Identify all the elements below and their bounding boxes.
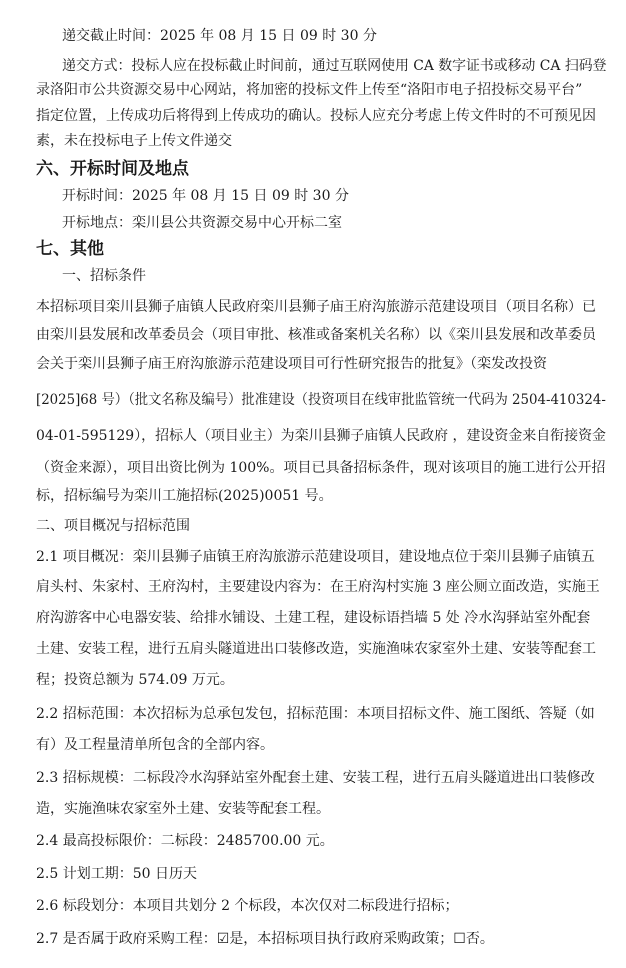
section-heading-other: 七、其他 (36, 239, 104, 259)
text-line: 土建、安装工程，进行五肩头隧道进出口装修改造，实施渔味农家室外土建、安装等配套工 (36, 641, 596, 657)
opening-place: 开标地点：栾川县公共资源交易中心开标二室 (62, 215, 342, 231)
text-line: 递交方式：投标人应在投标截止时间前，通过互联网使用 CA 数字证书或移动 CA 扫码登 (62, 58, 607, 74)
text-line: 标，招标编号为栾川工施招标(2025)0051 号。 (36, 488, 333, 504)
text-line: 2.3 招标规模：二标段冷水沟驿站室外配套土建、安装工程，进行五肩头隧道进出口装修改 (36, 770, 595, 786)
planned-duration: 2.5 计划工期：50 日历天 (36, 866, 197, 882)
text-line: [2025]68 号）（批文名称及编号）批准建设（投资项目在线审批监管统一代码为 2504-410324- (36, 392, 606, 408)
subheading-conditions: 一、招标条件 (62, 268, 146, 284)
section-heading-opening: 六、开标时间及地点 (36, 159, 189, 179)
government-procurement: 2.7 是否属于政府采购工程：☑是，本招标项目执行政府采购政策；☐否。 (36, 931, 494, 947)
text-line: 本招标项目栾川县狮子庙镇人民政府栾川县狮子庙王府沟旅游示范建设项目（项目名称）已 (36, 299, 596, 315)
text-line: 录洛阳市公共资源交易中心网站，将加密的投标文件上传至“洛阳市电子招投标交易平台” (36, 82, 583, 98)
text-line: 素，未在投标电子上传文件递交 (36, 133, 232, 149)
text-line: 造，实施渔味农家室外土建、安装等配套工程。 (36, 801, 330, 817)
text-line: 2.2 招标范围：本次招标为总承包发包，招标范围：本项目招标文件、施工图纸、答疑（如 (36, 706, 595, 722)
text-line: （资金来源），项目出资比例为 100%。项目已具备招标条件，现对该项目的施工进行公开招 (36, 460, 606, 476)
subheading-overview: 二、项目概况与招标范围 (36, 518, 190, 534)
lot-division: 2.6 标段划分：本项目共划分 2 个标段，本次仅对二标段进行招标； (36, 898, 459, 914)
text-line: 有）及工程量清单所包含的全部内容。 (36, 737, 274, 753)
opening-time: 开标时间：2025 年 08 月 15 日 09 时 30 分 (62, 188, 349, 204)
text-line: 肩头村、朱家村、王府沟村，主要建设内容为：在王府沟村实施 3 座公厕立面改造，实施王 (36, 579, 600, 595)
text-line: 指定位置，上传成功后将得到上传成功的确认。投标人应充分考虑上传文件时的不可预见因 (36, 108, 596, 124)
text-line: 04-01-595129），招标人（项目业主）为栾川县狮子庙镇人民政府 ，建设资金来自衔接资金 (36, 428, 606, 444)
text-line: 府沟游客中心电器安装、给排水铺设、土建工程，建设标语挡墙 5 处 冷水沟驿站室外配套 (36, 610, 591, 626)
submission-deadline: 递交截止时间：2025 年 08 月 15 日 09 时 30 分 (62, 28, 377, 44)
max-bid-price: 2.4 最高投标限价：二标段：2485700.00 元。 (36, 833, 334, 849)
text-line: 2.1 项目概况：栾川县狮子庙镇王府沟旅游示范建设项目，建设地点位于栾川县狮子庙镇五 (36, 549, 595, 565)
text-line: 程；投资总额为 574.09 万元。 (36, 672, 234, 688)
text-line: 由栾川县发展和改革委员会（项目审批、核准或备案机关名称）以《栾川县发展和改革委员 (36, 327, 596, 343)
text-line: 会关于栾川县狮子庙王府沟旅游示范建设项目可行性研究报告的批复》（栾发改投资 (36, 356, 547, 372)
